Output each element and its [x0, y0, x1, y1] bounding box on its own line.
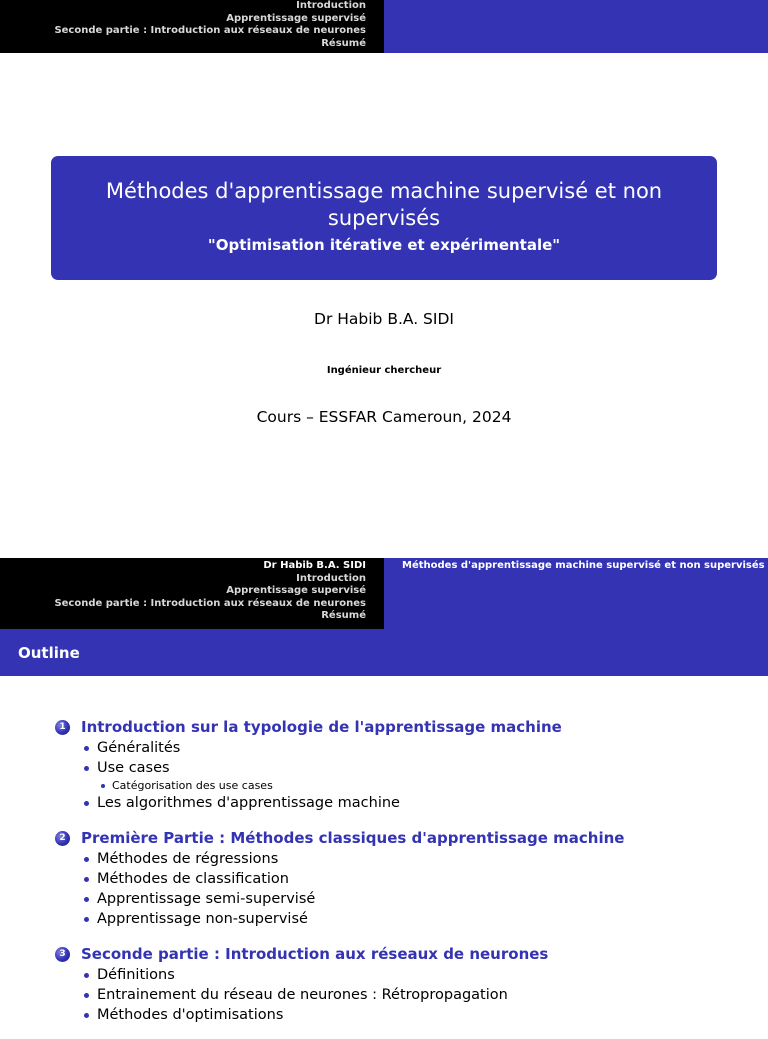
subsection-item[interactable]	[0, 869, 768, 889]
subsection-label: Méthodes de classification	[97, 871, 289, 887]
section-heading[interactable]	[0, 827, 768, 849]
outline-section-1	[0, 716, 768, 813]
author-name: Dr Habib B.A. SIDI	[314, 310, 454, 328]
slide1-header-right	[384, 0, 768, 53]
section-label: Première Partie : Méthodes classiques d'apprentissage machine	[81, 829, 625, 847]
section-number-ball-icon: 1	[55, 720, 70, 735]
nav-item-supervised[interactable]: Apprentissage supervisé	[226, 585, 366, 597]
subsection-item[interactable]	[0, 738, 768, 758]
bullet-icon	[84, 973, 89, 978]
slide1-nav	[0, 0, 384, 53]
course-date: Cours – ESSFAR Cameroun, 2024	[256, 408, 512, 426]
subsection-label: Use cases	[97, 760, 170, 776]
subsection-item[interactable]	[0, 965, 768, 985]
subsection-label: Méthodes d'optimisations	[97, 1007, 284, 1023]
subsection-item[interactable]	[0, 793, 768, 813]
nav-item-introduction[interactable]: Introduction	[296, 572, 366, 584]
bullet-icon	[84, 857, 89, 862]
subsection-item[interactable]	[0, 985, 768, 1005]
outline-section-2	[0, 827, 768, 929]
section-number-ball-icon: 3	[55, 947, 70, 962]
header-author: Dr Habib B.A. SIDI	[263, 560, 366, 571]
bullet-icon	[84, 993, 89, 998]
bullet-icon	[84, 917, 89, 922]
bullet-icon	[101, 784, 105, 788]
bullet-icon	[84, 877, 89, 882]
section-label: Seconde partie : Introduction aux réseaux de neurones	[81, 945, 549, 963]
outline-section-3	[0, 943, 768, 1025]
slide1-header	[0, 0, 768, 53]
section-label: Introduction sur la typologie de l'apprentissage machine	[81, 718, 562, 736]
nav-item-neural-networks[interactable]: Seconde partie : Introduction aux réseaux de neurones	[54, 25, 366, 37]
presentation-title: Méthodes d'apprentissage machine supervisé et non supervisés	[105, 179, 663, 230]
bullet-icon	[84, 801, 89, 806]
header-short-title: Méthodes d'apprentissage machine supervisé et non supervisés	[384, 558, 768, 629]
subsection-label: Les algorithmes d'apprentissage machine	[97, 795, 400, 811]
subsection-item[interactable]	[0, 849, 768, 869]
slide2-header	[0, 558, 768, 629]
bullet-icon	[84, 897, 89, 902]
author-institute: Ingénieur chercheur	[326, 365, 442, 376]
subsection-item[interactable]	[0, 758, 768, 778]
bullet-icon	[84, 1013, 89, 1018]
subsection-item[interactable]	[0, 1005, 768, 1025]
slide2-nav	[0, 558, 384, 629]
subsection-label: Apprentissage semi-supervisé	[97, 891, 316, 907]
bullet-icon	[84, 766, 89, 771]
nav-item-supervised[interactable]: Apprentissage supervisé	[226, 12, 366, 24]
outline-list	[0, 716, 768, 1039]
subsection-label: Entrainement du réseau de neurones : Rétropropagation	[97, 987, 508, 1003]
nav-item-neural-networks[interactable]: Seconde partie : Introduction aux réseaux de neurones	[54, 597, 366, 609]
title-block	[51, 156, 717, 280]
subsection-label: Généralités	[97, 740, 181, 756]
subsubsection-item[interactable]	[0, 778, 768, 793]
subsubsection-label: Catégorisation des use cases	[112, 779, 273, 792]
subsection-label: Définitions	[97, 967, 175, 983]
subsection-item[interactable]	[0, 889, 768, 909]
section-heading[interactable]	[0, 943, 768, 965]
presentation-subtitle: "Optimisation itérative et expérimentale"	[207, 236, 561, 254]
section-number-ball-icon: 2	[55, 831, 70, 846]
bullet-icon	[84, 746, 89, 751]
subsection-label: Méthodes de régressions	[97, 851, 279, 867]
nav-item-introduction[interactable]: Introduction	[296, 0, 366, 11]
nav-item-summary[interactable]: Résumé	[321, 610, 366, 622]
frame-title: Outline	[0, 629, 768, 676]
nav-item-summary[interactable]: Résumé	[321, 37, 366, 49]
subsection-item[interactable]	[0, 909, 768, 929]
section-heading[interactable]	[0, 716, 768, 738]
subsection-label: Apprentissage non-supervisé	[97, 911, 308, 927]
